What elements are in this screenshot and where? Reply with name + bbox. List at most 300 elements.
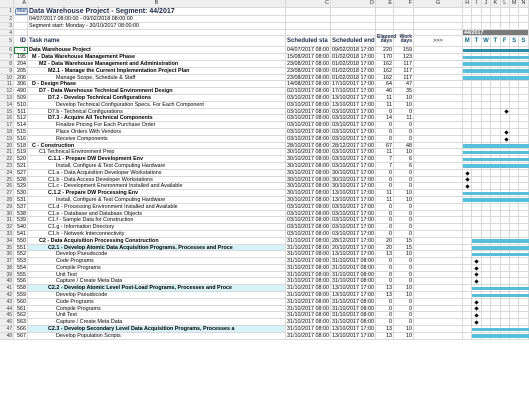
row-number[interactable]: 21 [0,149,14,156]
gantt-day-cell [472,224,481,231]
column-header-h[interactable]: H [463,0,472,8]
gantt-bar[interactable] [472,239,528,243]
table-row[interactable] [0,183,529,190]
task-name: Develop Pseudocode [28,251,286,258]
task-name: C.1.1 - Prepare DW Development Env [28,156,286,163]
column-header-g[interactable]: G [414,0,463,8]
gantt-day-cell [519,306,528,313]
gantt-cells [463,47,529,54]
table-row[interactable] [0,54,529,61]
task-id: 509 [14,95,28,102]
table-row[interactable] [0,68,529,75]
table-row[interactable] [0,292,529,299]
task-name: C2.1 - Develop Atomic Data Acquisition Programs, Processes and Proce [28,245,286,252]
gantt-day-cell [519,115,528,122]
task-id: 537 [14,204,28,211]
day-header: F [501,36,510,47]
gantt-day-cell [482,81,491,88]
row-number[interactable]: 25 [0,177,14,184]
table-row[interactable] [0,299,529,306]
elapsed-days: 0 [376,319,394,326]
elapsed-days-header: Elapsed days [376,36,394,47]
task-id: 510 [14,102,28,109]
gantt-day-cell [510,278,519,285]
spacer-cell [414,88,463,95]
gantt-day-cell [482,170,491,177]
spacer-cell [414,143,463,150]
gantt-day-cell [482,211,491,218]
task-name: C1.h - Network Interconnectivity [28,231,286,238]
row-number[interactable]: 44 [0,306,14,313]
scheduled-end: 28/12/2017 17:00 [332,142,374,149]
gantt-day-cell [501,265,510,272]
scheduled-start: 31/10/2017 08:00 [287,305,329,312]
gantt-day-cell [463,136,472,143]
task-rows [0,47,529,339]
row-number[interactable]: 38 [0,265,14,272]
task-id: 562 [14,312,28,319]
gantt-day-cell [510,177,519,184]
gantt-day-cell [482,95,491,102]
spacer-cell [414,156,463,163]
gantt-day-cell [482,217,491,224]
elapsed-days: 13 [376,285,394,292]
scheduled-end: 30/10/2017 17:00 [332,183,374,190]
scheduled-start: 31/10/2017 08:00 [287,251,329,258]
gantt-day-cell [519,109,528,116]
gantt-bar[interactable] [463,198,529,202]
table-row[interactable] [0,217,529,224]
task-id: 520 [14,156,28,163]
row-number[interactable]: 5 [0,36,14,47]
table-row[interactable] [0,122,529,129]
select-all-corner[interactable] [0,0,14,8]
table-row[interactable] [0,224,529,231]
spacer-cell [414,109,463,116]
task-name: D7 - Data Warehouse Technical Environment Design [28,88,286,95]
column-header-e[interactable]: E [376,0,394,8]
gantt-day-cell [501,278,510,285]
column-header-k[interactable]: K [491,0,500,8]
column-header-l[interactable]: L [501,0,510,8]
row-number[interactable]: 20 [0,143,14,150]
gantt-day-cell [472,217,481,224]
elapsed-days: 0 [376,258,394,265]
gantt-day-cell [463,122,472,129]
gantt-day-cell [519,231,528,238]
work-days: 35 [394,88,414,95]
task-name: M2 - Data Warehouse Management and Administration [28,61,286,68]
scheduled-end: 03/10/2017 17:00 [332,210,374,217]
table-row[interactable] [0,156,529,163]
row-number[interactable]: 29 [0,204,14,211]
work-days: 0 [394,109,414,116]
row-number[interactable]: 16 [0,115,14,122]
task-id: 511 [14,109,28,116]
column-header-j[interactable]: J [482,0,491,8]
elapsed-days: 162 [376,75,394,82]
table-row[interactable] [0,211,529,218]
scheduled-start: 31/10/2017 08:00 [287,332,329,339]
table-row[interactable] [0,88,529,95]
row-number[interactable]: 7 [0,54,14,61]
gantt-day-cell [463,326,472,333]
table-row[interactable] [0,285,529,292]
row-number[interactable]: 11 [0,81,14,88]
gantt-day-cell [519,102,528,109]
gantt-day-cell [510,88,519,95]
scheduled-end: 03/10/2017 17:00 [332,122,374,129]
scheduled-start: 03/10/2017 08:00 [287,115,329,122]
gantt-day-cell [519,177,528,184]
scheduled-start: 23/08/2017 08:00 [287,67,329,74]
elapsed-days: 220 [376,47,394,54]
task-id: 204 [14,61,28,68]
elapsed-days: 11 [376,149,394,156]
table-row[interactable] [0,197,529,204]
elapsed-days: 0 [376,272,394,279]
scheduled-end: 03/10/2017 17:00 [332,128,374,135]
row-number[interactable]: 10 [0,75,14,82]
table-row[interactable] [0,170,529,177]
spacer-cell [414,278,463,285]
mac-button[interactable]: Mac [17,8,27,14]
work-days: 117 [394,68,414,75]
row-number[interactable]: 4 [0,30,14,37]
table-row[interactable] [0,81,529,88]
spacer-cell [414,238,463,245]
work-days: 10 [394,190,414,197]
gantt-day-cell [472,102,481,109]
scheduled-end: 31/10/2017 08:00 [332,278,374,285]
scheduled-end: 31/10/2017 08:00 [332,298,374,305]
gantt-day-cell [510,170,519,177]
row-number[interactable]: 22 [0,156,14,163]
row-number[interactable]: 42 [0,292,14,299]
row-number[interactable]: 48 [0,333,14,340]
gantt-cells [463,75,529,82]
table-row[interactable] [0,306,529,313]
row-number[interactable]: 37 [0,258,14,265]
gantt-day-cell [482,122,491,129]
gantt-cells [463,258,529,265]
row-number[interactable]: 1 [0,8,14,16]
row-number[interactable]: 8 [0,61,14,68]
gantt-day-cell [510,319,519,326]
row-number[interactable]: 13 [0,95,14,102]
row-number[interactable]: 24 [0,170,14,177]
day-header: T [472,36,481,47]
gantt-day-cell [510,211,519,218]
row-number[interactable]: 6 [0,47,14,54]
gantt-cells [463,122,529,129]
table-row[interactable] [0,190,529,197]
spacer-cell [414,204,463,211]
gantt-day-cell [482,136,491,143]
scheduled-end: 03/10/2017 17:00 [332,162,374,169]
gantt-day-cell [491,258,500,265]
row-number[interactable]: 26 [0,183,14,190]
scheduled-start: 03/10/2017 08:00 [287,224,329,231]
table-row[interactable] [0,143,529,150]
scheduled-start: 30/10/2017 08:00 [287,156,329,163]
table-row[interactable] [0,129,529,136]
task-name: Receive Components [28,136,286,143]
row-number[interactable]: 14 [0,102,14,109]
gantt-day-cell [491,231,500,238]
gantt-bar[interactable] [472,294,528,298]
task-id: 518 [14,143,28,150]
gantt-day-cell [482,299,491,306]
gantt-cells [463,177,529,184]
gantt-day-cell [472,177,481,184]
row-number[interactable]: 9 [0,68,14,75]
table-row[interactable] [0,251,529,258]
spacer-cell [414,224,463,231]
table-row[interactable] [0,47,529,54]
gantt-day-cell [510,272,519,279]
task-name: M - Data Warehouse Management Phase [28,54,286,61]
work-days: 0 [394,231,414,238]
gantt-day-cell [491,88,500,95]
elapsed-days: 0 [376,299,394,306]
table-row[interactable] [0,149,529,156]
row-number[interactable]: 41 [0,285,14,292]
column-header-n[interactable]: N [519,0,528,8]
gantt-day-cell [501,122,510,129]
table-row[interactable] [0,75,529,82]
scheduled-end: 31/10/2017 08:00 [332,305,374,312]
task-id: 540 [14,224,28,231]
project-date-range: 04/07/2017 08:00:00 - 09/02/2018 08:00:00 [28,16,286,23]
row-number[interactable]: 46 [0,319,14,326]
gantt-cells [463,231,529,238]
scheduled-end: 03/10/2017 17:00 [332,135,374,142]
scheduled-start: 30/10/2017 08:00 [287,162,329,169]
work-days: 0 [394,312,414,319]
table-row[interactable] [0,272,529,279]
row-number[interactable]: 36 [0,251,14,258]
scheduled-end: 17/10/2017 17:00 [332,81,374,88]
gantt-bar[interactable] [472,287,528,291]
row-number[interactable]: 43 [0,299,14,306]
row-number[interactable]: 39 [0,272,14,279]
gantt-day-cell [463,231,472,238]
gantt-day-cell [463,319,472,326]
spacer-cell [414,75,463,82]
gantt-day-cell [510,231,519,238]
gantt-day-cell [510,115,519,122]
table-row[interactable] [0,136,529,143]
row-number[interactable]: 35 [0,245,14,252]
work-days: 10 [394,102,414,109]
row-number[interactable]: 2 [0,16,14,23]
gantt-bar[interactable] [463,62,529,66]
row-number[interactable]: 17 [0,122,14,129]
gantt-cells [463,333,529,340]
task-id: 206 [14,75,28,82]
row-number[interactable]: 32 [0,224,14,231]
column-header-m[interactable]: M [510,0,519,8]
row-number[interactable]: 28 [0,197,14,204]
table-row[interactable] [0,61,529,68]
scheduled-start: 31/10/2017 08:00 [287,298,329,305]
table-row[interactable] [0,102,529,109]
work-days: 10 [394,149,414,156]
mac-cell [14,8,28,16]
scheduled-end: 03/10/2017 17:00 [332,156,374,163]
gantt-bar[interactable] [472,253,528,257]
task-id: 550 [14,238,28,245]
task-name: C2 - Data Acquisition Processing Construction [28,238,286,245]
gantt-day-cell [501,177,510,184]
gantt-day-cell [501,217,510,224]
spacer-cell [414,81,463,88]
task-id: 556 [14,278,28,285]
gantt-day-cell [472,170,481,177]
row-number[interactable]: 33 [0,231,14,238]
table-row[interactable] [0,265,529,272]
gantt-bar[interactable] [463,56,529,60]
column-header-d[interactable]: D [331,0,376,8]
elapsed-days: 0 [376,177,394,184]
gantt-day-cell [491,170,500,177]
task-name: Develop Pseudocode [28,292,286,299]
table-row[interactable] [0,95,529,102]
task-name: C1.f - Sample Data for Construction [28,217,286,224]
gantt-bar[interactable] [472,246,528,250]
table-row[interactable] [0,163,529,170]
table-row[interactable] [0,238,529,245]
table-row[interactable] [0,177,529,184]
work-days: 0 [394,129,414,136]
task-name: Finalize Pricing For Each Purchase Order [28,122,286,129]
column-header-f[interactable]: F [394,0,414,8]
table-row[interactable] [0,278,529,285]
row-number[interactable]: 18 [0,129,14,136]
gantt-day-cell [482,88,491,95]
spacer-cell [414,129,463,136]
row-number[interactable]: 15 [0,109,14,116]
task-id: 530 [14,190,28,197]
gantt-cells [463,238,529,245]
column-header-row [0,0,529,8]
column-header-i[interactable]: I [472,0,481,8]
gantt-cells [463,265,529,272]
task-name: M2.1 - Manage the Current Implementation Project Plan [28,68,286,75]
table-row[interactable] [0,204,529,211]
task-name: C1.e - Database and Database Objects [28,211,286,218]
table-row[interactable] [0,231,529,238]
table-row[interactable] [0,319,529,326]
spacer-cell [414,272,463,279]
row-number[interactable]: 31 [0,217,14,224]
task-id: 529 [14,183,28,190]
gantt-cells [463,156,529,163]
elapsed-days: 67 [376,143,394,150]
gantt-day-cell [510,306,519,313]
spacer-cell [414,319,463,326]
gantt-bar[interactable] [463,192,529,196]
gantt-bar[interactable] [463,144,529,148]
column-header-a[interactable]: A [14,0,28,8]
spacer-cell [414,217,463,224]
row-number[interactable]: 45 [0,312,14,319]
gantt-day-cell [491,312,500,319]
gantt-cells [463,285,529,292]
spacer-cell [414,183,463,190]
table-row[interactable] [0,245,529,252]
gantt-bar[interactable] [472,334,528,338]
table-row[interactable] [0,109,529,116]
table-row[interactable] [0,258,529,265]
gantt-bar[interactable] [463,158,529,162]
scheduled-start: 30/10/2017 08:00 [287,169,329,176]
gantt-day-cell [519,312,528,319]
scheduled-end-header: Scheduled end [331,36,376,47]
gantt-cells [463,312,529,319]
gantt-day-cell [510,109,519,116]
scheduled-end: 31/10/2017 08:00 [332,264,374,271]
task-name: C1 Technical Environment Prep [28,149,286,156]
row-number[interactable]: 47 [0,326,14,333]
gantt-bar[interactable] [463,76,529,80]
table-row[interactable] [0,312,529,319]
row-number[interactable]: 30 [0,211,14,218]
elapsed-days: 20 [376,238,394,245]
scheduled-end: 13/10/2017 17:00 [332,101,374,108]
gantt-day-cell [482,115,491,122]
row-number[interactable]: 40 [0,278,14,285]
scheduled-end: 01/02/2018 17:00 [332,67,374,74]
gantt-cells [463,245,529,252]
scheduled-start: 03/10/2017 08:00 [287,122,329,129]
spacer-cell [414,102,463,109]
gantt-bar[interactable] [463,164,529,168]
scroll-right-arrow[interactable]: >>> [414,36,463,47]
spacer-cell [414,251,463,258]
row-number[interactable]: 3 [0,23,14,30]
column-header-c[interactable]: C [286,0,331,8]
gantt-day-cell [463,312,472,319]
gantt-bar[interactable] [463,151,529,155]
table-row[interactable] [0,115,529,122]
gantt-day-cell [463,211,472,218]
table-row[interactable] [0,333,529,340]
row-number[interactable]: 34 [0,238,14,245]
gantt-bar[interactable] [472,328,528,332]
row-number[interactable]: 12 [0,88,14,95]
table-row[interactable] [0,326,529,333]
elapsed-days: 13 [376,292,394,299]
row-number[interactable]: 23 [0,163,14,170]
row-number[interactable]: 27 [0,190,14,197]
gantt-bar[interactable] [463,69,529,73]
task-name: C1.a - Data Acquisition Developer Workstations [28,170,286,177]
gantt-cells [463,306,529,313]
gantt-day-cell [482,183,491,190]
row-number[interactable]: 19 [0,136,14,143]
scheduled-end: 31/10/2017 08:00 [332,258,374,265]
gantt-day-cell [519,122,528,129]
week-row [0,30,529,37]
column-header-b[interactable]: B [28,0,286,8]
task-id: 515 [14,129,28,136]
gantt-bar[interactable] [463,49,529,53]
spacer-cell [414,258,463,265]
gantt-day-cell [519,88,528,95]
task-id: 566 [14,326,28,333]
